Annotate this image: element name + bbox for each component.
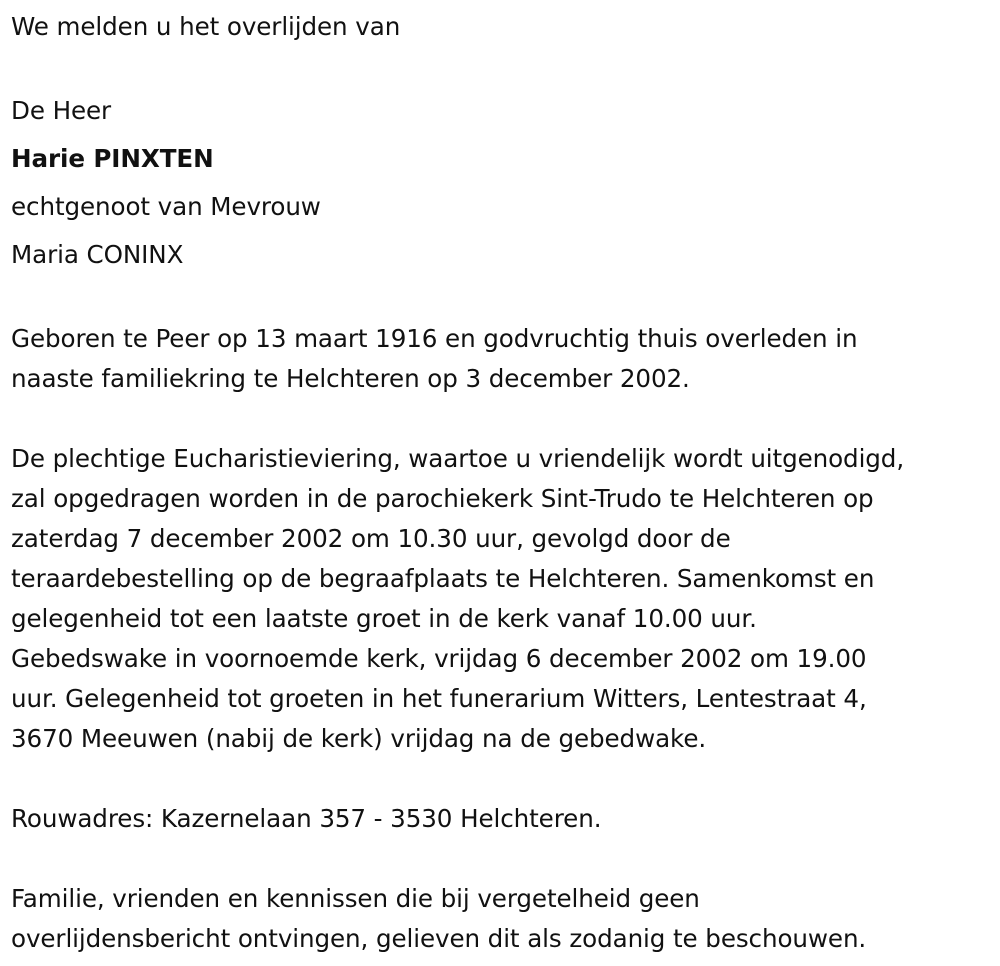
spacer	[11, 399, 991, 439]
service-line: zaterdag 7 december 2002 om 10.30 uur, gevolgd door de	[11, 524, 731, 553]
deceased-name: Harie PINXTEN	[11, 144, 214, 173]
closing-line: overlijdensbericht ontvingen, gelieven dit als zodanig te beschouwen.	[11, 924, 867, 953]
birth-line: naaste familiekring te Helchteren op 3 december 2002.	[11, 364, 690, 393]
service-line: zal opgedragen worden in de parochiekerk Sint-Trudo te Helchteren op	[11, 484, 874, 513]
service-line: gelegenheid tot een laatste groet in de kerk vanaf 10.00 uur.	[11, 604, 757, 633]
service-line: teraardebestelling op de begraafplaats te Helchteren. Samenkomst en	[11, 564, 875, 593]
service-line: Gebedswake in voornoemde kerk, vrijdag 6 december 2002 om 19.00	[11, 644, 867, 673]
service-line: 3670 Meeuwen (nabij de kerk) vrijdag na de gebedwake.	[11, 724, 707, 753]
service-paragraph	[11, 439, 991, 759]
closing-paragraph	[11, 879, 991, 959]
service-line: De plechtige Eucharistieviering, waartoe u vriendelijk wordt uitgenodigd,	[11, 444, 905, 473]
service-line: uur. Gelegenheid tot groeten in het funerarium Witters, Lentestraat 4,	[11, 684, 867, 713]
spouse-name: Maria CONINX	[11, 240, 184, 269]
closing-line: Familie, vrienden en kennissen die bij vergetelheid geen	[11, 884, 700, 913]
spacer	[11, 839, 991, 879]
mourning-address: Rouwadres: Kazernelaan 357 - 3530 Helchteren.	[11, 804, 602, 833]
obituary-notice	[11, 7, 991, 959]
spouse-prefix: echtgenoot van Mevrouw	[11, 192, 321, 221]
birth-line: Geboren te Peer op 13 maart 1916 en godvruchtig thuis overleden in	[11, 324, 858, 353]
birth-paragraph	[11, 319, 991, 399]
spacer	[11, 47, 991, 87]
deceased-block	[11, 87, 991, 279]
intro-text: We melden u het overlijden van	[11, 12, 401, 41]
title-line: De Heer	[11, 96, 112, 125]
spacer	[11, 759, 991, 799]
spacer	[11, 279, 991, 319]
